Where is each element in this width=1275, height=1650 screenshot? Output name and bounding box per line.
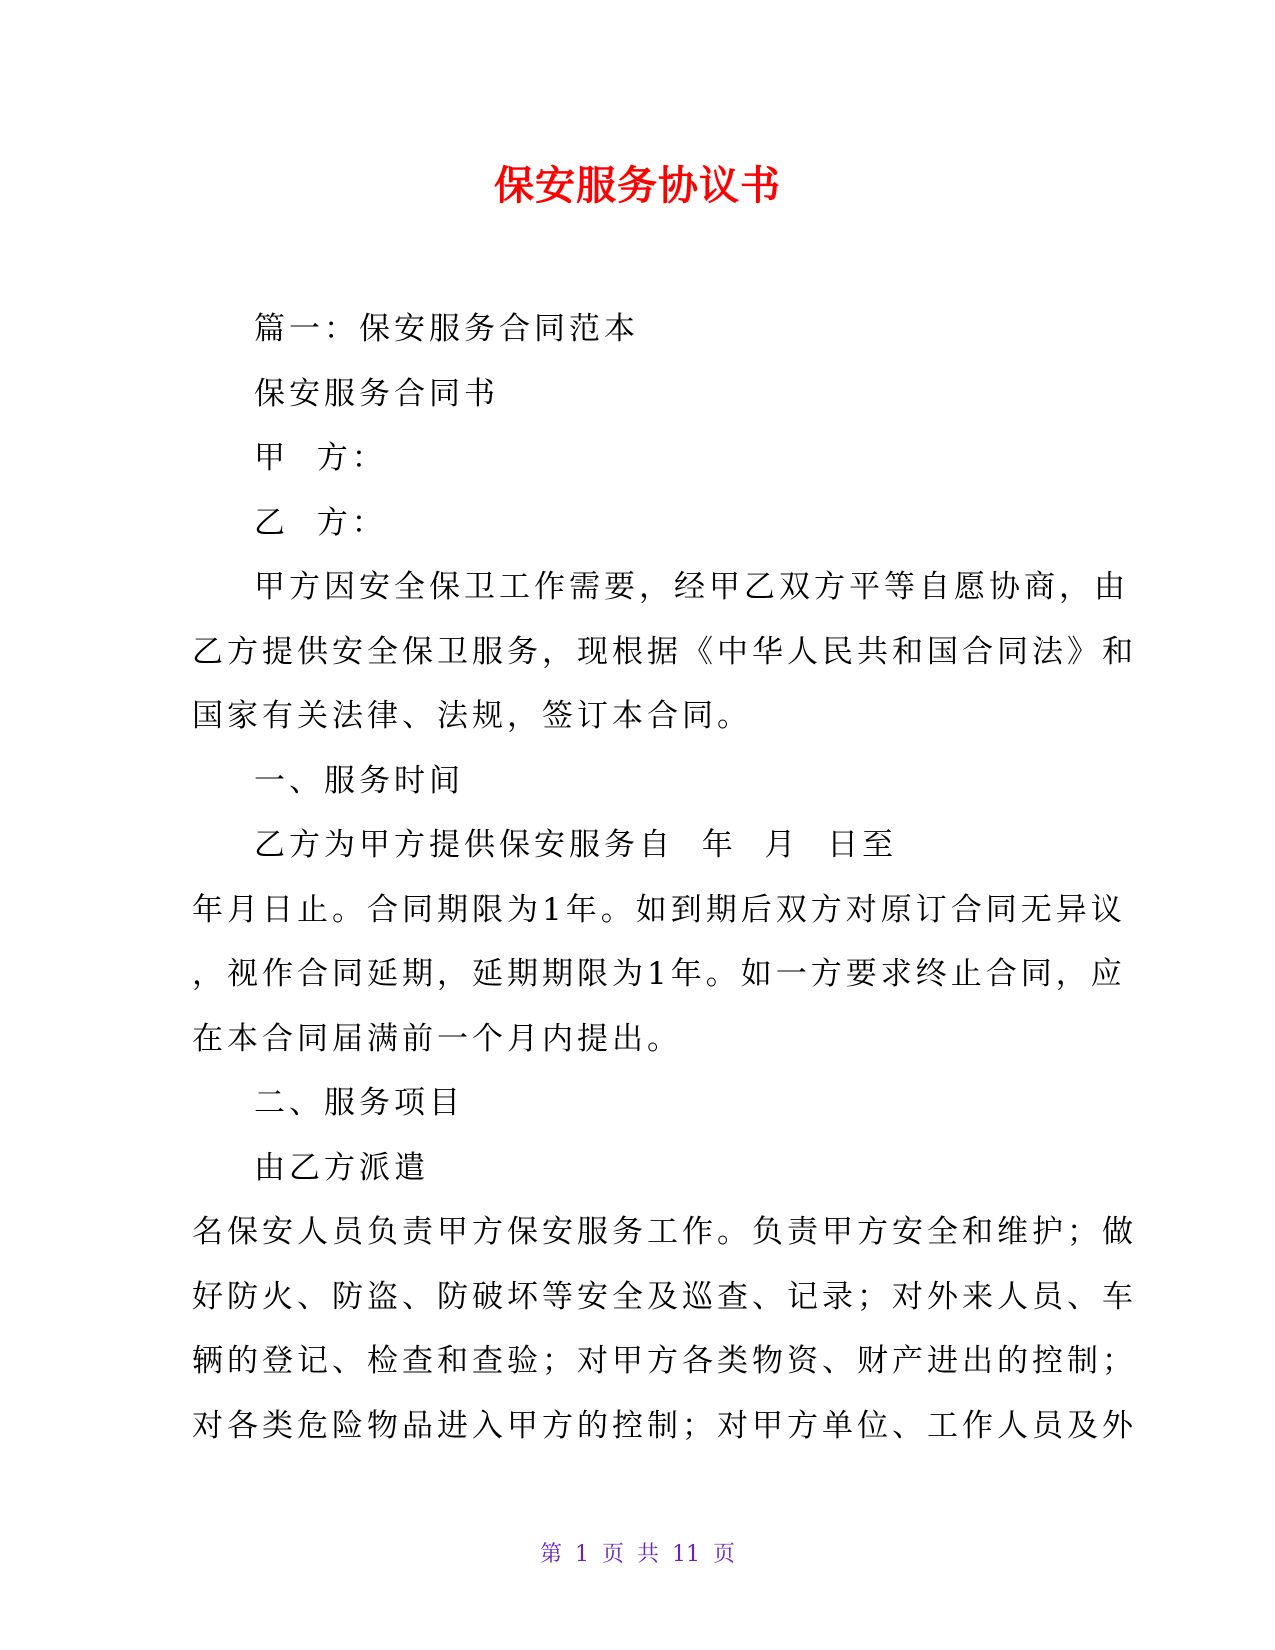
body-line: ，视作合同延期，延期期限为1年。如一方要求终止合同，应: [192, 956, 1126, 992]
body-line: 辆的登记、检查和查验；对甲方各类物资、财产进出的控制；: [192, 1343, 1137, 1379]
body-line: 一、服务时间: [254, 762, 464, 799]
body-line: 由乙方派遣: [254, 1149, 429, 1186]
body-line: 保安服务合同书: [254, 375, 499, 412]
body-line: 对各类危险物品进入甲方的控制；对甲方单位、工作人员及外: [192, 1407, 1137, 1444]
body-line: 好防火、防盗、防破坏等安全及巡查、记录；对外来人员、车: [192, 1278, 1137, 1315]
body-line: 乙方提供安全保卫服务，现根据《中华人民共和国合同法》和: [192, 633, 1137, 670]
body-line: 年月日止。合同期限为1年。如到期后双方对原订合同无异议: [192, 891, 1126, 928]
body-line: 甲 方：: [254, 440, 387, 476]
document-title: 保安服务协议书: [494, 163, 781, 209]
body-line: 乙方为甲方提供保安服务自 年 月 日至: [254, 827, 898, 863]
body-line: 甲方因安全保卫工作需要，经甲乙双方平等自愿协商，由: [254, 569, 1129, 605]
body-line: 在本合同届满前一个月内提出。: [192, 1020, 682, 1057]
body-line: 二、服务项目: [254, 1085, 464, 1121]
document-body: [192, 297, 1137, 1458]
body-line: 国家有关法律、法规，签订本合同。: [192, 698, 752, 734]
body-line: 乙 方：: [254, 504, 387, 541]
page-footer: 第 1 页 共 11 页: [540, 1542, 735, 1567]
body-line: 篇一：保安服务合同范本: [254, 311, 639, 347]
body-line: 名保安人员负责甲方保安服务工作。负责甲方安全和维护；做: [192, 1214, 1137, 1250]
